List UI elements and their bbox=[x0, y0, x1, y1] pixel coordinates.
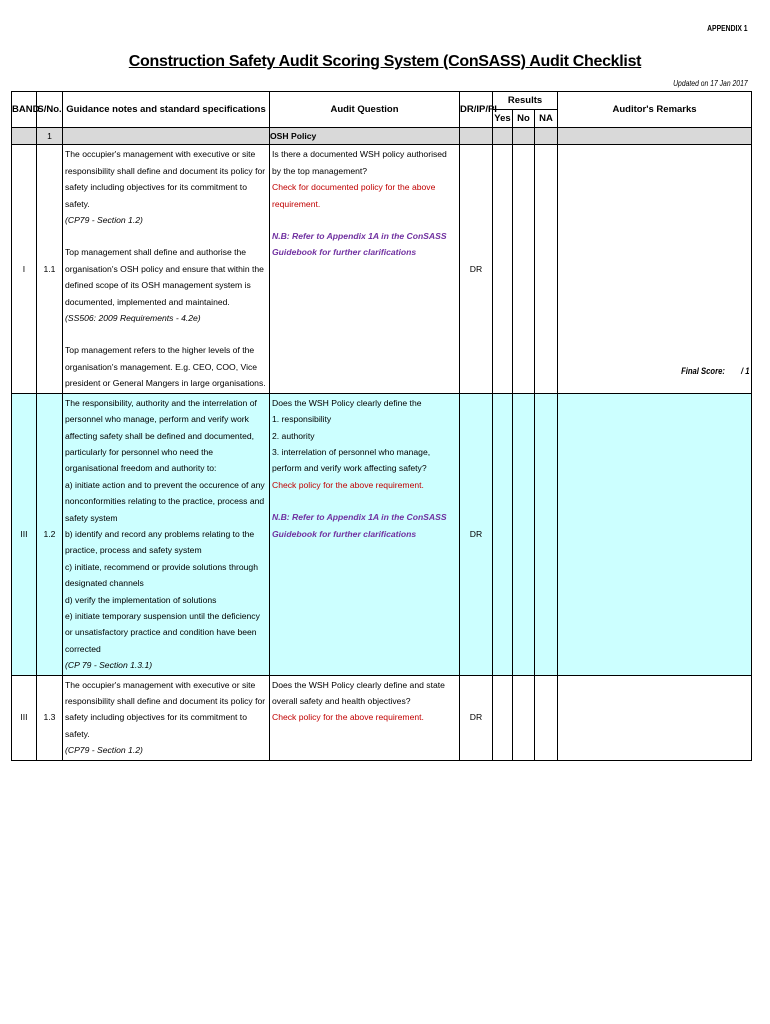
result-na-cell[interactable] bbox=[535, 145, 558, 393]
row-guidance: The occupier's management with executive or site responsibility shall define and document its policy for safety including objectives for its commitment to safety. (CP79 - Section 1.2) Top management shall define and authorise the organisation's OSH policy and ensure that within the defined scope of its OSH management system is documented, implemented and maintained. (SS506: 2009 Requirements - 4.2e) Top management refers to the higher levels of the organisation's management. E.g. CEO, COO, Vice president or General Mangers in large organisations. bbox=[63, 145, 270, 393]
row-question: Does the WSH Policy clearly define the 1. responsibility 2. authority 3. interrelation of personnel who manage, perform and verify work affecting safety? Check policy for the above requirement. N.B: Refer to Appendix 1A in the ConSASS Guidebook for further clarifications bbox=[270, 393, 460, 675]
audit-checklist-table bbox=[11, 91, 752, 761]
auditor-remarks-cell[interactable] bbox=[558, 675, 752, 760]
row-band: III bbox=[12, 393, 37, 675]
final-score-value: / 1 bbox=[741, 366, 750, 376]
row-question: Is there a documented WSH policy authorised by the top management? Check for documented policy for the above requirement. N.B: Refer to Appendix 1A in the ConSASS Guidebook for further clarifications bbox=[270, 145, 460, 393]
section-row bbox=[12, 128, 752, 145]
final-score-label: Final Score: bbox=[681, 366, 726, 376]
row-band: III bbox=[12, 675, 37, 760]
header-na: NA bbox=[535, 110, 558, 128]
appendix-label: APPENDIX 1 bbox=[707, 24, 748, 33]
header-question: Audit Question bbox=[270, 92, 460, 128]
row-guidance: The occupier's management with executive or site responsibility shall define and document its policy for safety including objectives for its commitment to safety. (CP79 - Section 1.2) bbox=[63, 675, 270, 760]
row-band: I bbox=[12, 145, 37, 393]
section-number: 1 bbox=[37, 128, 63, 145]
section-title: OSH Policy bbox=[270, 128, 460, 145]
result-no-cell[interactable] bbox=[513, 145, 535, 393]
header-sno: S/No. bbox=[37, 92, 63, 128]
result-yes-cell[interactable] bbox=[493, 675, 513, 760]
table-row bbox=[12, 145, 752, 393]
result-na-cell[interactable] bbox=[535, 675, 558, 760]
header-guidance: Guidance notes and standard specifications bbox=[63, 92, 270, 128]
auditor-remarks-cell[interactable] bbox=[558, 145, 752, 393]
auditor-remarks-cell[interactable] bbox=[558, 393, 752, 675]
header-drippi: DR/IP/PI bbox=[460, 92, 493, 128]
row-dr: DR bbox=[460, 675, 493, 760]
row-question: Does the WSH Policy clearly define and state overall safety and health objectives? Check policy for the above requirement. bbox=[270, 675, 460, 760]
result-na-cell[interactable] bbox=[535, 393, 558, 675]
updated-date: Updated on 17 Jan 2017 bbox=[673, 79, 748, 88]
page-title: Construction Safety Audit Scoring System (ConSASS) Audit Checklist bbox=[128, 53, 642, 70]
final-score bbox=[682, 366, 750, 376]
table-row bbox=[12, 675, 752, 760]
row-sno: 1.3 bbox=[37, 675, 63, 760]
result-no-cell[interactable] bbox=[513, 675, 535, 760]
row-sno: 1.2 bbox=[37, 393, 63, 675]
row-dr: DR bbox=[460, 393, 493, 675]
header-band: BAND bbox=[12, 92, 37, 128]
row-dr: DR bbox=[460, 145, 493, 393]
result-yes-cell[interactable] bbox=[493, 393, 513, 675]
header-no: No bbox=[513, 110, 535, 128]
table-row bbox=[12, 393, 752, 675]
header-results: Results bbox=[493, 92, 558, 110]
header-remarks: Auditor's Remarks bbox=[558, 92, 752, 128]
result-yes-cell[interactable] bbox=[493, 145, 513, 393]
row-guidance: The responsibility, authority and the interrelation of personnel who manage, perform and verify work affecting safety shall be defined and documented, particularly for personnel who need the organisational freedom and authority to: a) initiate action and to prevent the occurence of any nonconformities relating to the practice, process and safety system b) identify and record any problems relating to the practice, process and safety system c) initiate, recommend or provide solutions through designated channels d) verify the implementation of solutions e) initiate temporary suspension until the deficiency or unsatisfactory practice and condition have been corrected (CP 79 - Section 1.3.1) bbox=[63, 393, 270, 675]
header-yes: Yes bbox=[493, 110, 513, 128]
result-no-cell[interactable] bbox=[513, 393, 535, 675]
row-sno: 1.1 bbox=[37, 145, 63, 393]
